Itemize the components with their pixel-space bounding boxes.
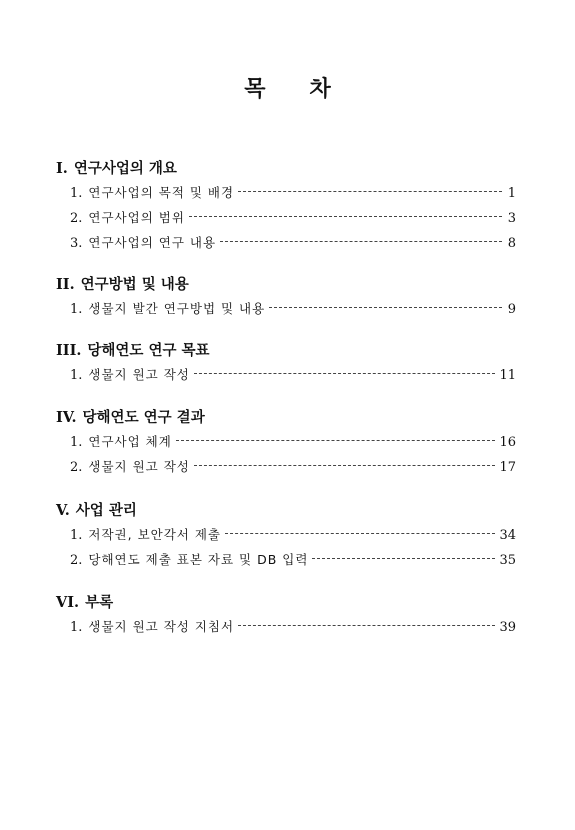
entry-number: 2. bbox=[70, 211, 83, 226]
toc-entry[interactable] bbox=[56, 230, 516, 255]
section-title: 사업 관리 bbox=[75, 503, 137, 519]
entry-label: 저작권, 보안각서 제출 bbox=[88, 527, 222, 542]
toc-entry[interactable] bbox=[56, 296, 516, 321]
toc-section-5 bbox=[56, 500, 516, 572]
section-number: II. bbox=[56, 276, 75, 293]
section-heading[interactable] bbox=[56, 500, 516, 522]
toc-entry[interactable] bbox=[56, 429, 516, 454]
toc-entry[interactable] bbox=[56, 205, 516, 230]
dot-leader bbox=[176, 440, 496, 441]
entry-label: 생물지 원고 작성 지침서 bbox=[88, 619, 235, 634]
dot-leader bbox=[194, 465, 496, 466]
title-char-2: 차 bbox=[309, 77, 331, 102]
entry-page-number: 34 bbox=[499, 528, 516, 543]
entry-page-number: 17 bbox=[499, 460, 516, 475]
section-title: 당해연도 연구 결과 bbox=[82, 410, 205, 426]
entry-page-number: 11 bbox=[499, 368, 516, 383]
entry-label: 생물지 원고 작성 bbox=[88, 459, 190, 474]
entry-number: 1. bbox=[70, 186, 83, 201]
title-char-1: 목 bbox=[244, 77, 266, 102]
entry-number: 2. bbox=[70, 460, 83, 475]
entry-number: 3. bbox=[70, 236, 83, 251]
entry-number: 1. bbox=[70, 302, 83, 317]
entry-label: 생물지 발간 연구방법 및 내용 bbox=[88, 301, 266, 316]
toc-section-6 bbox=[56, 592, 516, 639]
toc-entry[interactable] bbox=[56, 362, 516, 387]
section-heading[interactable] bbox=[56, 340, 516, 362]
entry-label: 연구사업의 목적 및 배경 bbox=[88, 185, 235, 200]
toc-section-4 bbox=[56, 407, 516, 479]
entry-number: 1. bbox=[70, 620, 83, 635]
section-number: V. bbox=[56, 502, 70, 519]
section-heading[interactable] bbox=[56, 158, 516, 180]
entry-number: 1. bbox=[70, 368, 83, 383]
section-title: 연구방법 및 내용 bbox=[80, 277, 189, 293]
section-heading[interactable] bbox=[56, 407, 516, 429]
dot-leader bbox=[194, 373, 496, 374]
toc-entry[interactable] bbox=[56, 180, 516, 205]
entry-page-number: 9 bbox=[507, 302, 516, 317]
dot-leader bbox=[269, 307, 502, 308]
section-number: IV. bbox=[56, 409, 77, 426]
dot-leader bbox=[189, 216, 502, 217]
toc-entry[interactable] bbox=[56, 614, 516, 639]
toc-entry[interactable] bbox=[56, 522, 516, 547]
entry-page-number: 35 bbox=[499, 553, 516, 568]
section-number: I. bbox=[56, 160, 68, 177]
dot-leader bbox=[220, 241, 502, 242]
dot-leader bbox=[312, 558, 495, 559]
section-title: 부록 bbox=[85, 595, 114, 611]
section-heading[interactable] bbox=[56, 592, 516, 614]
dot-leader bbox=[238, 625, 495, 626]
entry-label: 연구사업의 연구 내용 bbox=[88, 235, 217, 250]
entry-label: 연구사업의 범위 bbox=[88, 210, 185, 225]
entry-number: 1. bbox=[70, 435, 83, 450]
section-number: VI. bbox=[56, 594, 80, 611]
toc-section-2 bbox=[56, 274, 516, 321]
section-heading[interactable] bbox=[56, 274, 516, 296]
section-title: 연구사업의 개요 bbox=[73, 161, 177, 177]
entry-page-number: 16 bbox=[499, 435, 516, 450]
entry-label: 당해연도 제출 표본 자료 및 DB 입력 bbox=[88, 552, 309, 567]
entry-label: 생물지 원고 작성 bbox=[88, 367, 190, 382]
entry-page-number: 1 bbox=[507, 186, 516, 201]
toc-entry[interactable] bbox=[56, 454, 516, 479]
toc-section-3 bbox=[56, 340, 516, 387]
entry-page-number: 3 bbox=[507, 211, 516, 226]
entry-number: 2. bbox=[70, 553, 83, 568]
dot-leader bbox=[238, 191, 502, 192]
entry-label: 연구사업 체계 bbox=[88, 434, 172, 449]
section-number: III. bbox=[56, 342, 82, 359]
page-title bbox=[0, 72, 575, 103]
entry-page-number: 39 bbox=[499, 620, 516, 635]
dot-leader bbox=[225, 533, 495, 534]
entry-page-number: 8 bbox=[507, 236, 516, 251]
section-title: 당해연도 연구 목표 bbox=[87, 343, 210, 359]
entry-number: 1. bbox=[70, 528, 83, 543]
toc-entry[interactable] bbox=[56, 547, 516, 572]
toc-section-1 bbox=[56, 158, 516, 255]
